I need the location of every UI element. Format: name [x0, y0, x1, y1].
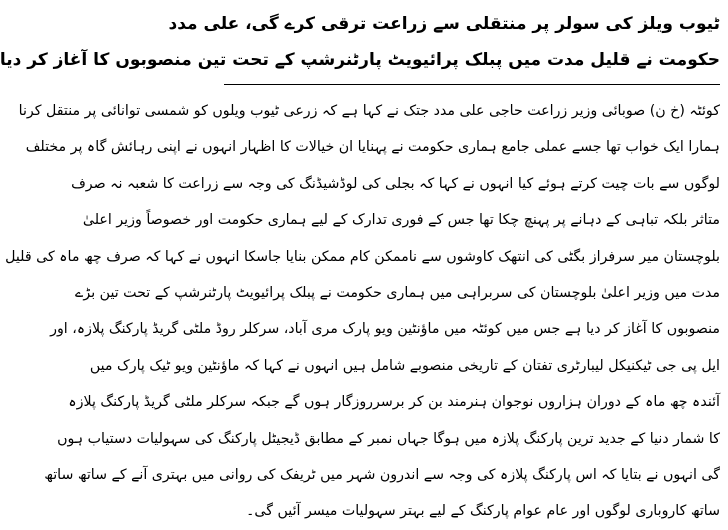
body-line-5: بلوچستان میر سرفراز بگٹی کی انتھک کاوشوں سے ناممکن کام ممکن بنایا جاسکا انہوں نے کہا کہ صرف چھ ماہ کی قلیل — [5, 248, 720, 265]
headline-line-1: ٹیوب ویلز کی سولر پر منتقلی سے زراعت ترقی کرے گی، علی مدد — [168, 14, 720, 34]
body-line-1: کوئٹہ (خ ن) صوبائی وزیر زراعت حاجی علی مدد جتک نے کہا ہے کہ زرعی ٹیوب ویلوں کو شمسی توانائی پر منتقل کرنا — [18, 103, 720, 119]
body-line-6: مدت میں وزیر اعلیٰ بلوچستان کی سربراہی میں ہماری حکومت نے پبلک پرائیویٹ پارٹنرشپ کے تحت تین بڑے — [75, 284, 720, 301]
article-body — [5, 93, 720, 530]
body-line-2: ہمارا ایک خواب تھا جسے عملی جامع ہماری حکومت نے پہنایا ان خیالات کا اظہار انہوں نے اپنی رہائش گاہ پر مختلف — [25, 139, 720, 156]
body-line-9: آئندہ چھ ماہ کے دوران ہزاروں نوجوان ہنرمند بن کر برسرروزگار ہوں گے جبکہ سرکلر ملٹی گریڈ پارکنگ پلازہ — [68, 394, 720, 411]
body-line-10: کا شمار دنیا کے جدید ترین پارکنگ پلازہ میں ہوگا جہاں نمبر کے مطابق ڈیجیٹل پارکنگ کی سہولیات دستیاب ہوں — [57, 430, 720, 447]
body-line-8: ایل پی جی ٹیکنیکل لیبارٹری تفتان کے تاریخی منصوبے شامل ہیں انہوں نے کہا کہ ماؤنٹین ویو ٹیک پارک میں — [89, 357, 720, 374]
headline-divider — [224, 84, 720, 85]
headline — [0, 6, 720, 78]
body-line-3: لوگوں سے بات چیت کرتے ہوئے کیا انہوں نے کہا کہ بجلی کی لوڈشیڈنگ کی وجہ سے زراعت کا شعبہ نہ صرف — [71, 175, 720, 192]
body-line-12: ساتھ کاروباری لوگوں اور عام عوام پارکنگ کے لیے بہتر سہولیات میسر آئیں گی۔ — [246, 503, 720, 520]
body-line-11: گی انہوں نے بتایا کہ اس پارکنگ پلازہ کی وجہ سے اندرون شہر میں ٹریفک کی روانی میں بہتری آنے کے ساتھ ساتھ — [44, 466, 720, 483]
body-line-7: منصوبوں کا آغاز کر دیا ہے جس میں کوئٹہ میں ماؤنٹین ویو پارک مری آباد، سرکلر روڈ ملٹی گریڈ پارکنگ پلازہ، اور — [50, 321, 720, 338]
headline-line-2: حکومت نے قلیل مدت میں پبلک پرائیویٹ پارٹنرشپ کے تحت تین منصوبوں کا آغاز کر دیا — [0, 50, 720, 70]
body-line-4: متاثر بلکہ تباہی کے دہانے پر پہنچ چکا تھا جس کے فوری تدارک کے لیے ہماری حکومت اور خصوصاً وزیر اعلیٰ — [82, 212, 720, 229]
